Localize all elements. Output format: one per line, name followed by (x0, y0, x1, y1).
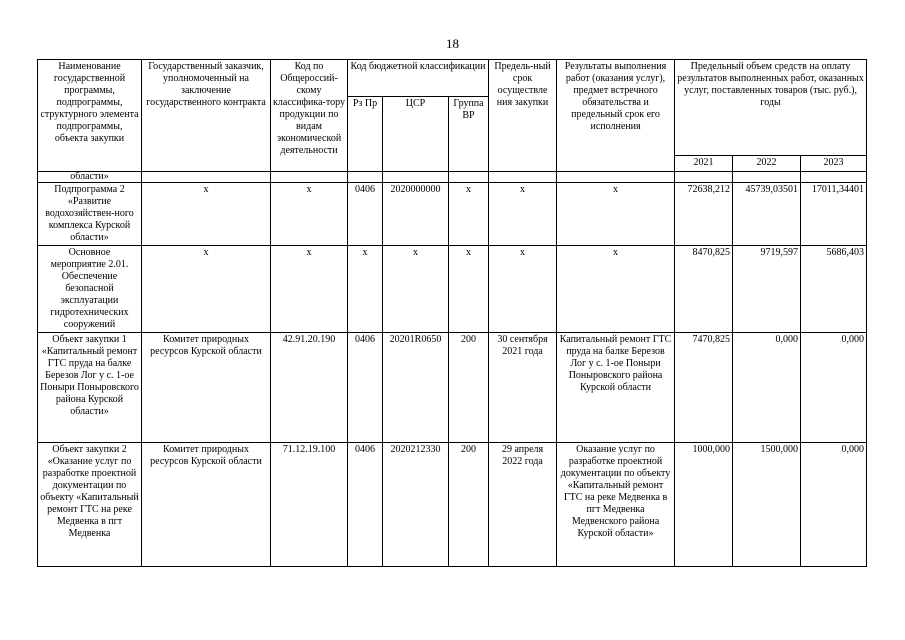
row-y2022: 9719,597 (733, 246, 801, 333)
header-vr: Группа ВР (449, 97, 489, 172)
page-number: 18 (446, 36, 459, 51)
row-name: Объект закупки 1 «Капитальный ремонт ГТС пруда на балке Березов Лог у с. 1-ое Поныри Поныровского района Курской области» (38, 333, 142, 443)
row-rzpr: 0406 (348, 333, 383, 443)
header-year-2022: 2022 (733, 156, 801, 172)
row-y2023: 17011,34401 (801, 183, 867, 246)
row-y2022: 1500,000 (733, 443, 801, 567)
row-okpd: х (271, 183, 348, 246)
header-volume: Предельный объем средств на оплату результатов выполненных работ, оказанных услуг, поставленных товаров (тыс. руб.), годы (675, 60, 867, 156)
row-vr: 200 (449, 443, 489, 567)
row-csr: 20201R0650 (383, 333, 449, 443)
row-rzpr: х (348, 246, 383, 333)
row-customer: х (142, 183, 271, 246)
row-deadline: х (489, 183, 557, 246)
continuation-text: области» (38, 172, 142, 183)
table-row (38, 443, 867, 567)
row-customer: Комитет природных ресурсов Курской области (142, 333, 271, 443)
row-results: х (557, 183, 675, 246)
table-row (38, 183, 867, 246)
row-name: Объект закупки 2 «Оказание услуг по разработке проектной документации по объекту «Капитальный ремонт ГТС на реке Медвенка в пгт Медвенка (38, 443, 142, 567)
row-vr: х (449, 183, 489, 246)
continuation-row (38, 172, 867, 183)
row-deadline: х (489, 246, 557, 333)
row-csr: 2020000000 (383, 183, 449, 246)
header-deadline: Предель-ный срок осуществле ния закупки (489, 60, 557, 172)
row-results: х (557, 246, 675, 333)
row-name: Подпрограмма 2 «Развитие водохозяйствен-ного комплекса Курской области» (38, 183, 142, 246)
row-vr: х (449, 246, 489, 333)
row-okpd: 71.12.19.100 (271, 443, 348, 567)
table-row (38, 333, 867, 443)
row-y2022: 45739,03501 (733, 183, 801, 246)
header-name: Наименование государственной программы, подпрограммы, структурного элемента подпрограммы, объекта закупки (38, 60, 142, 172)
row-rzpr: 0406 (348, 443, 383, 567)
row-y2023: 0,000 (801, 333, 867, 443)
row-deadline: 30 сентября 2021 года (489, 333, 557, 443)
row-results: Капитальный ремонт ГТС пруда на балке Березов Лог у с. 1-ое Поныри Поныровского района Курской области (557, 333, 675, 443)
row-rzpr: 0406 (348, 183, 383, 246)
header-year-2021: 2021 (675, 156, 733, 172)
row-y2021: 8470,825 (675, 246, 733, 333)
row-csr: х (383, 246, 449, 333)
row-y2023: 0,000 (801, 443, 867, 567)
row-csr: 2020212330 (383, 443, 449, 567)
header-budget-code: Код бюджетной классификации (348, 60, 489, 97)
header-year-2023: 2023 (801, 156, 867, 172)
header-okpd: Код по Общероссий-скому классифика-тору продукции по видам экономической деятельности (271, 60, 348, 172)
row-y2023: 5686,403 (801, 246, 867, 333)
header-results: Результаты выполнения работ (оказания услуг), предмет встречного обязательства и предельный срок его исполнения (557, 60, 675, 172)
row-customer: х (142, 246, 271, 333)
row-y2021: 1000,000 (675, 443, 733, 567)
row-results: Оказание услуг по разработке проектной документации по объекту «Капитальный ремонт ГТС на реке Медвенка в пгт Медвенка Медвенского района Курской области» (557, 443, 675, 567)
table-row (38, 246, 867, 333)
procurement-table (37, 59, 867, 567)
row-vr: 200 (449, 333, 489, 443)
header-rzpr: Рз Пр (348, 97, 383, 172)
row-y2021: 7470,825 (675, 333, 733, 443)
row-y2022: 0,000 (733, 333, 801, 443)
row-okpd: х (271, 246, 348, 333)
row-customer: Комитет природных ресурсов Курской области (142, 443, 271, 567)
row-y2021: 72638,212 (675, 183, 733, 246)
header-customer: Государственный заказчик, уполномоченный на заключение государственного контракта (142, 60, 271, 172)
row-name: Основное мероприятие 2.01. Обеспечение безопасной эксплуатации гидротехнических сооружений (38, 246, 142, 333)
row-deadline: 29 апреля 2022 года (489, 443, 557, 567)
header-csr: ЦСР (383, 97, 449, 172)
row-okpd: 42.91.20.190 (271, 333, 348, 443)
